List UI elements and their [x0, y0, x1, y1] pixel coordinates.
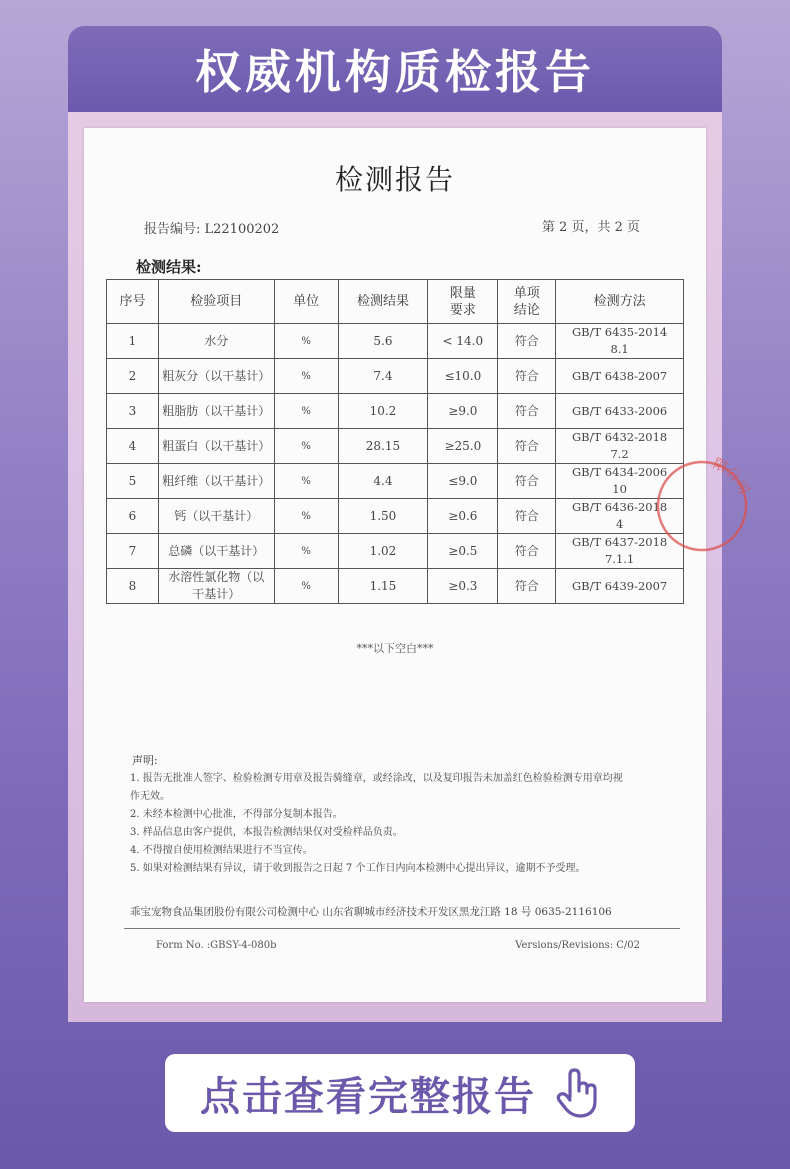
footer-address: 乖宝宠物食品集团股份有限公司检测中心 山东省聊城市经济技术开发区黑龙江路 18 号 0635-2116106: [130, 906, 612, 918]
table-cell: 4: [107, 429, 159, 464]
table-row: [107, 569, 684, 604]
table-cell: ≤10.0: [428, 359, 498, 394]
table-cell: 符合: [498, 359, 556, 394]
table-cell: %: [274, 534, 338, 569]
view-full-report-label: 点击查看完整报告: [200, 1073, 536, 1120]
table-cell: 6: [107, 499, 159, 534]
table-cell: 钙（以干基计）: [158, 499, 274, 534]
table-row: [107, 394, 684, 429]
table-cell: 符合: [498, 499, 556, 534]
banner-title: 权威机构质检报告: [195, 45, 595, 99]
statement-item: 4. 不得擅自使用检测结果进行不当宣传。: [130, 845, 313, 856]
statement-item: 3. 样品信息由客户提供，本报告检测结果仅对受检样品负责。: [130, 827, 403, 838]
table-cell: 2: [107, 359, 159, 394]
table-row: [107, 359, 684, 394]
table-cell: 粗灰分（以干基计）: [158, 359, 274, 394]
table-cell: 粗蛋白（以干基计）: [158, 429, 274, 464]
table-cell: 符合: [498, 429, 556, 464]
report-document: [84, 128, 752, 1002]
table-cell: 4.4: [338, 464, 428, 499]
view-full-report-button-face[interactable]: [165, 1054, 635, 1132]
table-cell: 水溶性氯化物（以 干基计）: [158, 569, 274, 604]
table-cell: 5: [107, 464, 159, 499]
table-cell: ≥25.0: [428, 429, 498, 464]
statement-item: 2. 未经本检测中心批准，不得部分复制本报告。: [130, 809, 343, 820]
table-cell: 1: [107, 324, 159, 359]
table-cell: GB/T 6436-2018 4: [556, 499, 684, 534]
table-row: [107, 534, 684, 569]
table-cell: GB/T 6435-2014 8.1: [556, 324, 684, 359]
table-cell: 10.2: [338, 394, 428, 429]
table-cell: GB/T 6433-2006: [556, 394, 684, 429]
table-cell: 符合: [498, 464, 556, 499]
table-cell: %: [274, 464, 338, 499]
statement-item: 作无效。: [130, 791, 170, 802]
table-cell: %: [274, 569, 338, 604]
table-cell: 粗脂肪（以干基计）: [158, 394, 274, 429]
pointing-hand-icon: [554, 1067, 600, 1119]
table-header-cell: 序号: [107, 280, 159, 324]
table-row: [107, 324, 684, 359]
table-cell: 5.6: [338, 324, 428, 359]
table-cell: ≥0.3: [428, 569, 498, 604]
report-number: 报告编号: L22100202: [144, 222, 280, 237]
form-number: Form No. :GBSY-4-080b: [156, 940, 277, 951]
table-cell: %: [274, 359, 338, 394]
results-table: [106, 279, 684, 604]
table-row: [107, 429, 684, 464]
table-cell: 7: [107, 534, 159, 569]
view-full-report-button[interactable]: [160, 1054, 640, 1138]
table-cell: %: [274, 394, 338, 429]
table-header-cell: 检验项目: [158, 280, 274, 324]
table-cell: ≥0.5: [428, 534, 498, 569]
table-cell: 符合: [498, 569, 556, 604]
table-cell: ≥9.0: [428, 394, 498, 429]
table-header-cell: 检测结果: [338, 280, 428, 324]
table-cell: 总磷（以干基计）: [158, 534, 274, 569]
table-cell: GB/T 6438-2007: [556, 359, 684, 394]
table-cell: ≤9.0: [428, 464, 498, 499]
svg-text:限公司: 限公司: [710, 455, 752, 497]
table-cell: 水分: [158, 324, 274, 359]
table-cell: 符合: [498, 324, 556, 359]
blank-note: ***以下空白***: [356, 642, 434, 655]
table-cell: 28.15: [338, 429, 428, 464]
table-cell: 符合: [498, 534, 556, 569]
footer-divider: [124, 928, 680, 929]
table-cell: %: [274, 429, 338, 464]
table-cell: GB/T 6434-2006 10: [556, 464, 684, 499]
table-cell: 1.15: [338, 569, 428, 604]
table-cell: < 14.0: [428, 324, 498, 359]
table-cell: 7.4: [338, 359, 428, 394]
table-cell: 1.50: [338, 499, 428, 534]
table-cell: ≥0.6: [428, 499, 498, 534]
document-title: 检测报告: [334, 163, 455, 196]
table-row: [107, 464, 684, 499]
table-header-cell: 检测方法: [556, 280, 684, 324]
table-body: [107, 324, 684, 604]
table-header-cell: 限量 要求: [428, 280, 498, 324]
table-cell: 8: [107, 569, 159, 604]
results-label: 检测结果:: [136, 258, 202, 276]
version-number: Versions/Revisions: C/02: [515, 940, 640, 951]
statement-list: [130, 770, 678, 878]
statement-item: 1. 报告无批准人签字、检验检测专用章及报告骑缝章，或经涂改，以及复印报告未加盖红色检验检测专用章均视: [130, 773, 623, 784]
table-header-cell: 单项 结论: [498, 280, 556, 324]
table-cell: GB/T 6439-2007: [556, 569, 684, 604]
statement-item: 5. 如果对检测结果有异议，请于收到报告之日起 7 个工作日内向本检测中心提出异议，逾期不予受理。: [130, 863, 586, 874]
table-cell: 粗纤维（以干基计）: [158, 464, 274, 499]
page-number: 第 2 页，共 2 页: [541, 220, 640, 235]
table-header-cell: 单位: [274, 280, 338, 324]
table-cell: GB/T 6437-2018 7.1.1: [556, 534, 684, 569]
table-cell: GB/T 6432-2018 7.2: [556, 429, 684, 464]
table-cell: %: [274, 324, 338, 359]
header-banner: [68, 26, 722, 112]
table-cell: 3: [107, 394, 159, 429]
table-cell: 1.02: [338, 534, 428, 569]
table-cell: %: [274, 499, 338, 534]
table-header-row: [107, 280, 684, 324]
table-cell: 符合: [498, 394, 556, 429]
statement-heading: 声明:: [132, 754, 158, 767]
table-row: [107, 499, 684, 534]
